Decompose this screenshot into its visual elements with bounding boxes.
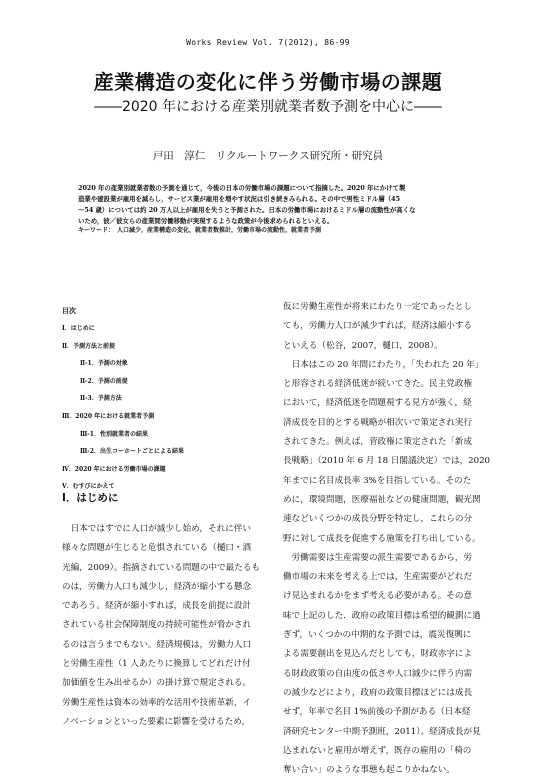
body-line: されてきた。例えば，菅政権に策定された「新成	[283, 437, 473, 448]
keywords: キーワード： 人口減少，産業構造の変化，就業者数推計，労働市場の流動性，就業者予測	[78, 227, 322, 234]
body-line: 込まれないと雇用が増えず，既存の雇用の「椅の	[283, 745, 472, 756]
toc-item: Ⅲ．2020 年における就業者予測	[62, 412, 155, 420]
body-line: 味で上記のした．政府の政策目標は希望的観測に過	[283, 610, 481, 621]
toc-item: Ⅲ-2．出生コーホートごとによる結果	[80, 448, 184, 456]
body-right-column	[283, 298, 505, 780]
body-line: めに，環境問題，医療福祉などの健康問題，観光関	[283, 494, 481, 505]
journal-header: Works Review Vol. 7(2012), 86-99	[186, 38, 350, 47]
paper-subtitle: ――2020 年における産業別就業者数予測を中心に――	[93, 99, 443, 115]
toc-title: 目次	[62, 306, 76, 315]
body-line: 光編，2009）。指摘されている問題の中で最たるも	[62, 562, 261, 573]
body-left-column	[62, 520, 280, 732]
toc-item: Ⅱ-1．予測の対象	[80, 360, 128, 368]
section-heading: Ⅰ．はじめに	[62, 492, 119, 504]
author-line: 戸田 淳仁 リクルートワークス研究所・研究員	[152, 150, 384, 162]
body-line: け見込まれるかをまず考える必要がある。その意	[283, 591, 473, 602]
body-line: と形容される経済低迷が続いてきた。民主党政権	[283, 379, 473, 390]
body-line: る財政政策の自由度の低さや人口減少に伴う内需	[283, 668, 473, 679]
abstract-line: 造業や建設業が雇用を減らし，サービス業が雇用を増やす状況は引き続きみられる。その中で男性ミドル層（45	[78, 195, 401, 203]
body-line: るのは言うまでもない。経済規模は，労働力人口	[62, 639, 252, 650]
body-line: 奪い合い」のような事態も起こりかねない。	[283, 765, 455, 776]
toc-item: Ⅱ-3．予測方法	[80, 395, 122, 403]
abstract-line: 2020 年の産業別就業者数の予測を通じて，今後の日本の労働市場の課題について指摘した。2020 年にかけて製	[78, 184, 406, 192]
body-line: 長戦略」（2010 年 6 月 18 日閣議決定）では，2020	[283, 456, 491, 467]
body-line: 仮に労働生産性が将来にわたり一定であったとし	[283, 302, 472, 312]
paper-title: 産業構造の変化に伴う労働市場の課題	[93, 70, 443, 94]
body-line: において，経済低迷を問題視する見方が強く，経	[283, 398, 472, 409]
toc-item: Ⅴ．むすびにかえて	[62, 483, 115, 491]
toc-item: Ⅱ-2．予測の前提	[80, 377, 128, 385]
body-line: 様々な問題が生じると危惧されている（樋口・酒	[62, 543, 252, 554]
body-line: よる需要創出を見込んだとしても，財政赤字によ	[283, 649, 473, 660]
body-line: されている社会保障制度の持続可能性が脅かされ	[62, 620, 252, 631]
body-line: といえる（松谷，2007，樋口，2008）。	[283, 340, 443, 351]
abstract	[78, 183, 460, 227]
body-line: 日本はこの 20 年間にわたり，「失われた 20 年」	[283, 359, 484, 370]
body-line: せず，年率で名目 1%前後の予測がある（日本経	[283, 707, 471, 718]
toc-item: Ⅳ．2020 年における労働市場の課題	[62, 465, 166, 473]
body-line: 働市場の未来を考える上では，生産需要がどれだ	[283, 572, 473, 583]
body-line: ぎず，いくつかの中期的な予測では，震災復興に	[283, 630, 472, 641]
body-line: 加価値を生み出せるか）の掛け算で規定される。	[62, 678, 252, 689]
toc-item: Ⅱ．予測方法と前提	[62, 342, 116, 350]
body-line: 野に対して成長を促進する施策を打ち出している。	[283, 533, 481, 544]
body-line: 済成長を目的とする戦略が相次いで策定され実行	[283, 417, 473, 428]
body-line: のは，労働力人口も減少し，経済が縮小する懸念	[62, 581, 252, 592]
toc-item: Ⅲ-1．性別就業者の結果	[80, 430, 148, 438]
body-line: ノベーションといった要素に影響を受けるため，	[62, 716, 251, 727]
body-line: であろう。経済が縮小すれば，成長を前提に設計	[62, 601, 252, 612]
toc-item: Ⅰ．はじめに	[62, 325, 95, 332]
body-line: の減少などにより，政府の政策目標ほどには成長	[283, 687, 473, 698]
body-line: 労働生産性は資本の効率的な活用や技術革新，イ	[62, 697, 252, 708]
body-line: 労働需要は生産需要の派生需要であるから，労	[283, 552, 473, 563]
abstract-line: いため，彼／彼女らの産業間労働移動が実現するような政策が今後求められるといえる。	[78, 217, 334, 225]
body-line: と労働生産性（1 人あたりに換算してどれだけ付	[62, 659, 251, 670]
body-line: ても，労働力人口が減少すれば，経済は縮小する	[283, 321, 473, 332]
abstract-line: ～54 歳）については約 20 万人以上が雇用を失うと予測された。日本の労働市場におけるミドル層の流動性が高くな	[78, 206, 416, 214]
body-line: 年までに名目成長率 3%を目指している。そのた	[283, 475, 472, 486]
body-line: 連などいくつかの成長分野を特定し，これらの分	[283, 514, 473, 525]
table-of-contents	[62, 323, 272, 499]
body-line: 日本ではすでに人口が減少し始め，それに伴い	[62, 524, 251, 534]
body-line: 済研究センター中期予測班，2011）。経済成長が見	[283, 726, 481, 737]
